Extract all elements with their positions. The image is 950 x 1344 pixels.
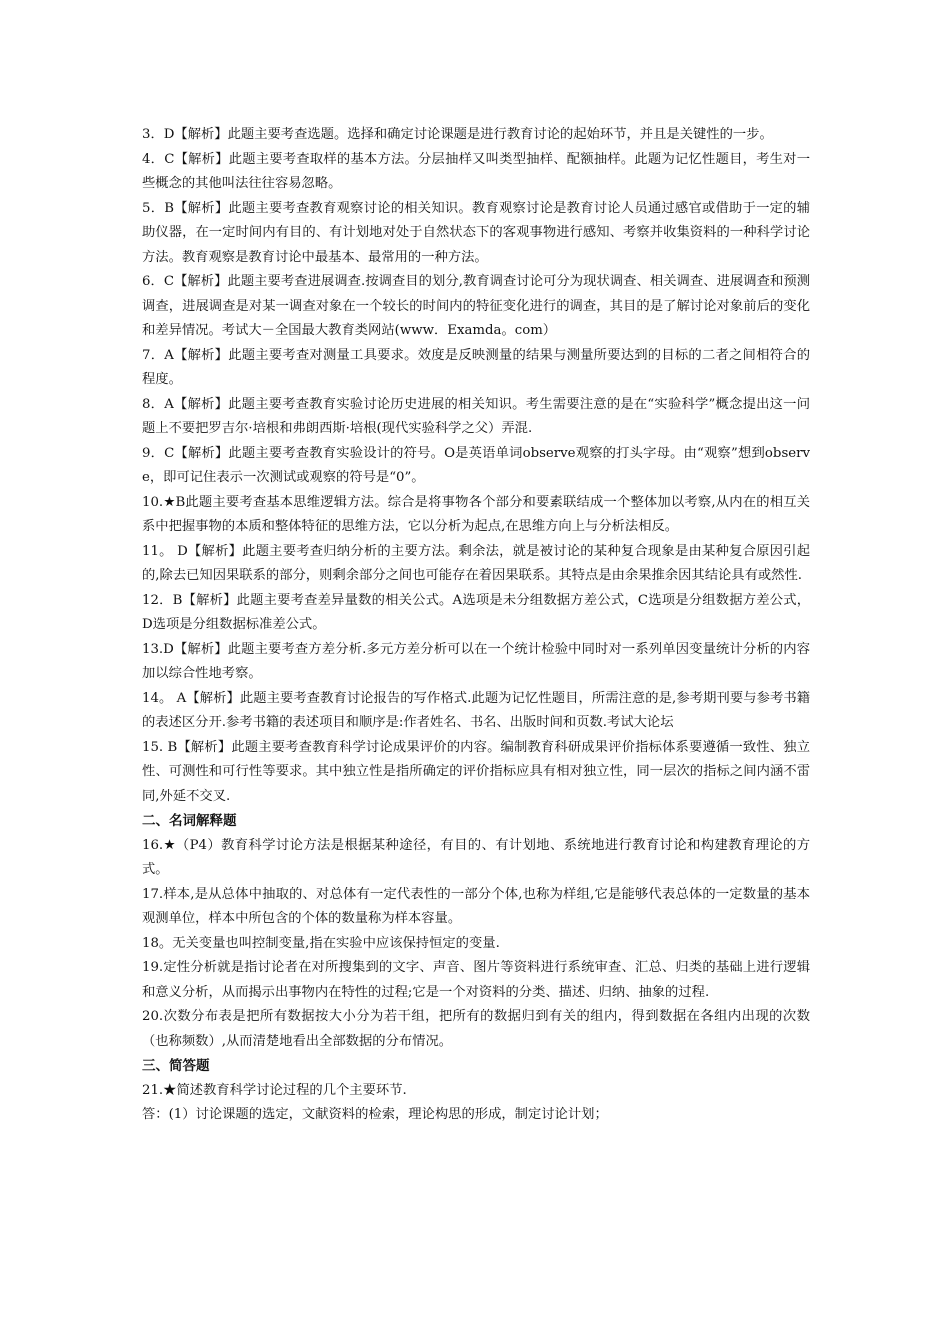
answer-4: 4．C【解析】此题主要考查取样的基本方法。分层抽样又叫类型抽样、配额抽样。此题为记忆性题目，考生对一些概念的其他叫法往往容易忽略。 — [142, 151, 810, 191]
answer-17: 17.样本,是从总体中抽取的、对总体有一定代表性的一部分个体,也称为样组,它是能够代表总体的一定数量的基本观测单位，样本中所包含的个体的数量称为样本容量。 — [142, 886, 810, 926]
answer-3: 3．D【解析】此题主要考查选题。选择和确定讨论课题是进行教育讨论的起始环节，并且是关键性的一步。 — [142, 127, 773, 142]
answer-12: 12．B【解析】此题主要考查差异量数的相关公式。A选项是未分组数据方差公式，C选项是分组数据方差公式，D选项是分组数据标准差公式。 — [142, 592, 810, 632]
answer-8: 8．A【解析】此题主要考查教育实验讨论历史进展的相关知识。考生需要注意的是在“实验科学”概念提出这一问题上不要把罗吉尔·培根和弗朗西斯·培根(现代实验科学之父）弄混. — [142, 396, 810, 436]
answer-21-part-1: 答：(1）讨论课题的选定，文献资料的检索，理论构思的形成，制定讨论计划； — [142, 1107, 608, 1122]
section-heading-term-definitions: 二、名词解释题 — [142, 813, 237, 829]
section-heading-short-answer: 三、简答题 — [142, 1058, 210, 1074]
answer-13: 13.D【解析】此题主要考查方差分析.多元方差分析可以在一个统计检验中同时对一系列单因变量统计分析的内容加以综合性地考察。 — [142, 641, 810, 681]
answer-18: 18。无关变量也叫控制变量,指在实验中应该保持恒定的变量. — [142, 935, 500, 951]
answer-15: 15. B【解析】此题主要考查教育科学讨论成果评价的内容。编制教育科研成果评价指标体系要遵循一致性、独立性、可测性和可行性等要求。其中独立性是指所确定的评价指标应具有相对独立性，同一层次的指标之间内涵不雷同,外延不交叉. — [142, 739, 810, 804]
answer-9: 9．C【解析】此题主要考查教育实验设计的符号。O是英语单词observe观察的打头字母。由“观察”想到observe，即可记住表示一次测试或观察的符号是“0”。 — [142, 445, 810, 485]
answer-5: 5．B【解析】此题主要考查教育观察讨论的相关知识。教育观察讨论是教育讨论人员通过感官或借助于一定的辅助仪器，在一定时间内有目的、有计划地对处于自然状态下的客观事物进行感知、考察并收集资料的一种科学讨论方法。教育观察是教育讨论中最基本、最常用的一种方法。 — [142, 200, 810, 265]
answer-7: 7．A【解析】此题主要考查对测量工具要求。效度是反映测量的结果与测量所要达到的目标的二者之间相符合的程度。 — [142, 347, 810, 387]
answer-19: 19.定性分析就是指讨论者在对所搜集到的文字、声音、图片等资料进行系统审查、汇总、归类的基础上进行逻辑和意义分析，从而揭示出事物内在特性的过程;它是一个对资料的分类、描述、归纳、抽象的过程. — [142, 960, 810, 1000]
document-page — [142, 123, 810, 1128]
answer-6: 6．C【解析】此题主要考查进展调查.按调查目的划分,教育调查讨论可分为现状调查、相关调查、进展调查和预测调查，进展调查是对某一调查对象在一个较长的时间内的特征变化进行的调查，其目的是了解讨论对象前后的变化和差异情况。考试大－全国最大教育类网站(www．Examda。com） — [142, 274, 810, 338]
answer-11: 11。 D【解析】此题主要考查归纳分析的主要方法。剩余法，就是被讨论的某种复合现象是由某种复合原因引起的,除去已知因果联系的部分，则剩余部分之间也可能存在着因果联系。其特点是由余果推余因其结论具有或然性. — [142, 543, 810, 583]
answer-14: 14。 A【解析】此题主要考查教育讨论报告的写作格式.此题为记忆性题目，所需注意的是,参考期刊要与参考书籍的表述区分开.参考书籍的表述项目和顺序是:作者姓名、书名、出版时间和页数.考试大论坛 — [142, 690, 810, 730]
answer-20: 20.次数分布表是把所有数据按大小分为若干组，把所有的数据归到有关的组内，得到数据在各组内出现的次数（也称频数）,从而清楚地看出全部数据的分布情况。 — [142, 1009, 810, 1049]
answer-16: 16.★（P4）教育科学讨论方法是根据某种途径，有目的、有计划地、系统地进行教育讨论和构建教育理论的方式。 — [142, 837, 810, 877]
answer-10: 10.★B此题主要考查基本思维逻辑方法。综合是将事物各个部分和要素联结成一个整体加以考察,从内在的相互关系中把握事物的本质和整体特征的思维方法，它以分析为起点,在思维方向上与分析法相反。 — [142, 494, 810, 534]
question-21: 21.★简述教育科学讨论过程的几个主要环节. — [142, 1082, 407, 1098]
